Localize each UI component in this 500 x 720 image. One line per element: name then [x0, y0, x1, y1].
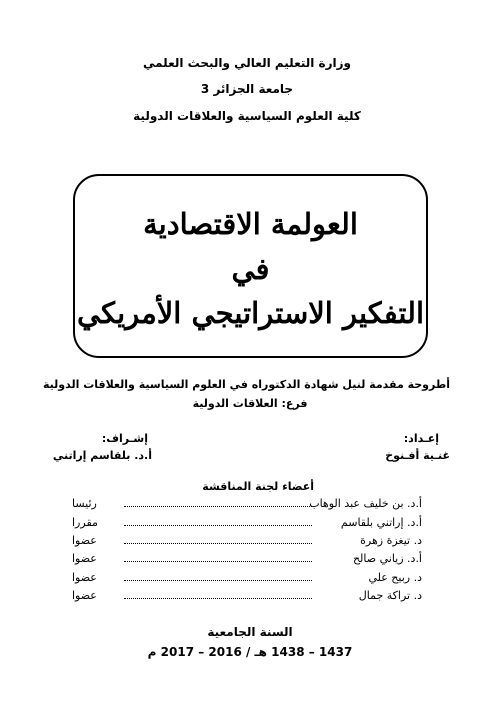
dotted-leader [124, 506, 312, 507]
title-box [73, 174, 428, 358]
prepared-by-label: إعـداد: [403, 432, 439, 445]
title-line-3: التفكير الاستراتيجي الأمريكي [76, 296, 425, 330]
member-name: أ.د. بن خليف عبد الوهاب [309, 497, 422, 510]
dotted-leader [124, 580, 312, 581]
member-role: رئيسا [72, 497, 97, 510]
academic-year-label: السنة الجامعية [207, 625, 293, 639]
committee-member [72, 497, 422, 513]
member-role: عضوا [72, 571, 97, 584]
dotted-leader [124, 543, 312, 544]
faculty-name: كلية العلوم السياسية والعلاقات الدولية [133, 109, 361, 123]
member-role: عضوا [72, 552, 97, 565]
committee-member [72, 516, 422, 532]
member-role: عضوا [72, 534, 97, 547]
thesis-branch: فرع: العلاقات الدولية [192, 397, 308, 410]
dotted-leader [124, 561, 312, 562]
dotted-leader [124, 525, 312, 526]
committee-member [72, 589, 422, 605]
thesis-description: أطروحة مقدمة لنيل شهادة الدكتوراه في العلوم السياسية والعلاقات الدولية [42, 378, 450, 391]
author-name: غنـية أفـنوخ [385, 449, 450, 462]
member-name: د. تيغزة زهرة [360, 534, 422, 547]
supervised-by-label: إشـراف: [101, 432, 148, 445]
member-name: د. تراكة جمال [358, 589, 422, 602]
supervisor-name: أ.د. بلقاسم إراتني [52, 449, 152, 462]
member-name: د. ربيح علي [368, 571, 422, 584]
title-line-1: العولمة الاقتصادية [143, 207, 358, 241]
academic-year-value: 1437 – 1438 هـ / 2016 – 2017 م [147, 645, 353, 659]
title-line-2: في [231, 252, 270, 286]
ministry-name: وزارة التعليم العالي والبحث العلمي [142, 56, 352, 70]
member-role: عضوا [72, 589, 97, 602]
committee-title: أعضاء لجنة المناقشة [202, 480, 314, 493]
dotted-leader [124, 598, 312, 599]
committee-member [72, 552, 422, 568]
committee-member [72, 571, 422, 587]
member-name: أ.د. إراتني بلقاسم [340, 516, 422, 529]
member-role: مقررا [72, 516, 98, 529]
member-name: أ.د. زياني صالح [352, 552, 422, 565]
university-name: جامعة الجزائر 3 [200, 82, 294, 96]
committee-member [72, 534, 422, 550]
